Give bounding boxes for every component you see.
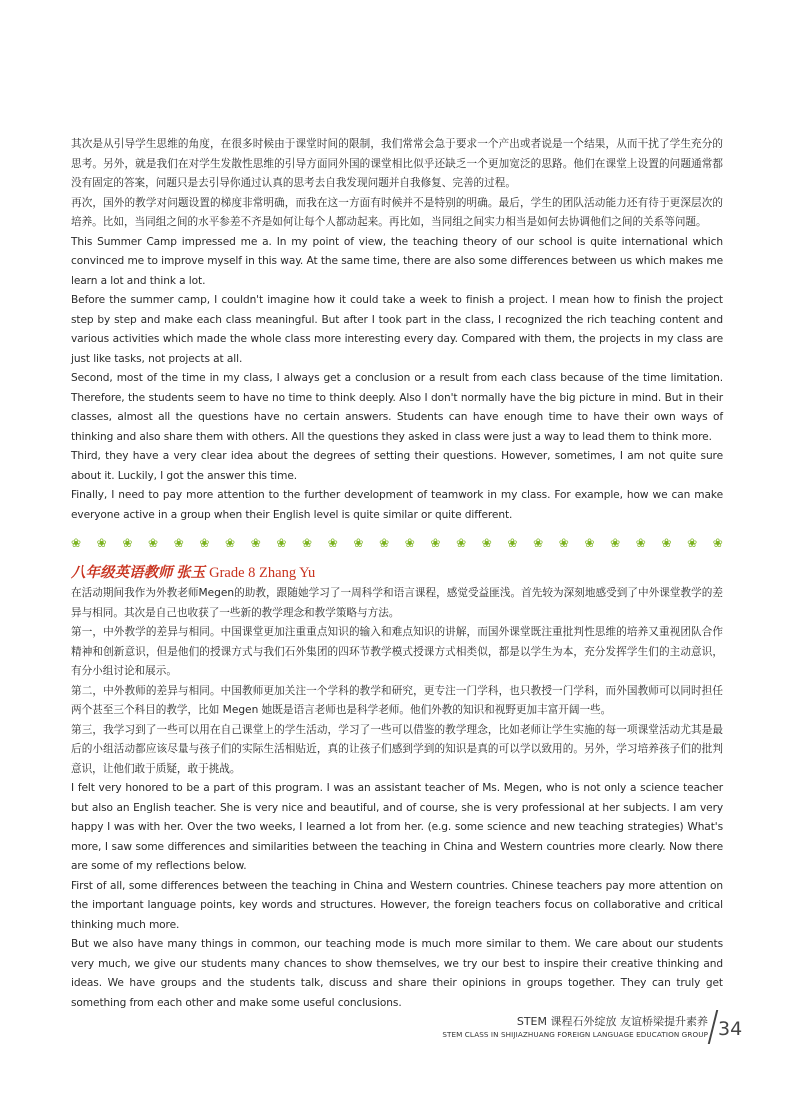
paragraph-en-5: Finally, I need to pay more attention to the further development of teamwork in my class. For example, how we can make everyone active in a group when their English level is quite similar or quite different.: [71, 489, 723, 521]
heading-english: Grade 8 Zhang Yu: [209, 565, 316, 581]
flower-icon: ❀: [96, 536, 107, 550]
flower-icon: ❀: [507, 536, 518, 550]
flower-icon: ❀: [327, 536, 338, 550]
flower-icon: ❀: [199, 536, 210, 550]
paragraph-cn-intro: 在活动期间我作为外教老师Megen的助教，跟随她学习了一周科学和语言课程，感觉受益匪浅。首先较为深刻地感受到了中外课堂教学的差异与相同。其次是自己也收获了一些新的教学理念和教学策略与方法。: [71, 587, 723, 619]
paragraph-en-3: Second, most of the time in my class, I always get a conclusion or a result from each class because of the time limitation. Therefore, the students seem to have no time to think deeply. Also I don't normally have the big picture in mind. But in their classes, almost all the questions have no certain answers. Students can have enough time to have their own ways of thinking and also share them with others. All the questions they asked in class were just a way to lead them to think more.: [71, 372, 723, 443]
flower-icon: ❀: [456, 536, 467, 550]
page-footer: [442, 1015, 708, 1041]
flower-icon: ❀: [635, 536, 646, 550]
section-grade8-reflection: [71, 584, 723, 1013]
paragraph-cn-1: 其次是从引导学生思维的角度，在很多时候由于课堂时间的限制，我们常常会急于要求一个产出或者说是一个结果，从而干扰了学生充分的思考。另外，就是我们在对学生发散性思维的引导方面同外国的课堂相比似乎还缺乏一个更加宽泛的思路。他们在课堂上设置的问题通常都没有固定的答案，问题只是去引导你通过认真的思考去自我发现问题并自我修复、完善的过程。: [71, 138, 723, 189]
paragraph-cn-second: 第二，中外教师的差异与相同。中国教师更加关注一个学科的教学和研究，更专注一门学科，也只教授一门学科，而外国教师可以同时担任两个甚至三个科目的教学，比如 Megen 她既是语言老师也是科学老师。他们外教的知识和视野更加丰富开阔一些。: [71, 684, 723, 716]
paragraph-en-differences: First of all, some differences between the teaching in China and Western countries. Chinese teachers pay more attention on the important language points, key words and structures. However, the foreign teachers focus on collaborative and critical thinking much more.: [71, 879, 723, 931]
flower-icon: ❀: [430, 536, 441, 550]
flower-icon: ❀: [558, 536, 569, 550]
flower-icon: ❀: [712, 536, 723, 550]
footer-slash-divider: [708, 1010, 718, 1044]
flower-icon: ❀: [148, 536, 159, 550]
flower-icon: ❀: [225, 536, 236, 550]
flower-icon: ❀: [71, 536, 82, 550]
paragraph-en-2: Before the summer camp, I couldn't imagine how it could take a week to finish a project. I mean how to finish the project step by step and make each class meaningful. But after I took part in the class, I recognized the rich teaching content and various activities which made the whole class more interesting every day. Compared with them, the projects in my class are just like tasks, not projects at all.: [71, 294, 723, 365]
paragraph-en-intro: I felt very honored to be a part of this program. I was an assistant teacher of Ms. Megen, who is not only a science teacher but also an English teacher. She is very nice and beautiful, and of course, she is very professional at her subjects. I am very happy I was with her. Over the two weeks, I learned a lot from her. (e.g. some science and new teaching strategies) What's more, I saw some differences and similarities between the teaching in China and Western countries more clearly. Now there are some of my reflections below.: [71, 782, 723, 872]
footer-title-chinese: STEM 课程石外绽放 友谊桥梁提升素养: [516, 1015, 708, 1028]
paragraph-cn-first: 第一，中外教学的差异与相同。中国课堂更加注重重点知识的输入和难点知识的讲解，而国外课堂既注重批判性思维的培养又重视团队合作精神和创新意识，但是他们的授课方式与我们石外集团的四环节教学模式授课方式相类似，都是以学生为本，充分发挥学生们的主动意识，有分小组讨论和展示。: [71, 626, 723, 677]
flower-icon: ❀: [533, 536, 544, 550]
flower-icon: ❀: [687, 536, 698, 550]
flower-icon: ❀: [302, 536, 313, 550]
section-reflections: [71, 135, 723, 525]
flower-icon: ❀: [404, 536, 415, 550]
flower-icon: ❀: [661, 536, 672, 550]
paragraph-en-common: But we also have many things in common, our teaching mode is much more similar to them. We care about our students very much, we give our students many chances to show themselves, we try our best to inspire their creative thinking and ideas. We have groups and the students talk, discuss and share their opinions in groups together. They can truly get something from each other and make some useful conclusions.: [71, 938, 723, 1009]
flower-icon: ❀: [250, 536, 261, 550]
flower-icon: ❀: [584, 536, 595, 550]
paragraph-en-4: Third, they have a very clear idea about the degrees of setting their questions. However, sometimes, I am not quite sure about it. Luckily, I got the answer this time.: [71, 450, 723, 482]
flower-icon: ❀: [610, 536, 621, 550]
flower-divider: [71, 535, 723, 551]
flower-icon: ❀: [122, 536, 133, 550]
heading-chinese: 八年级英语教师 张玉: [71, 565, 206, 581]
flower-icon: ❀: [353, 536, 364, 550]
paragraph-en-1: This Summer Camp impressed me a. In my point of view, the teaching theory of our school is quite international which convinced me to improve myself in this way. At the same time, there are also some differences between us which makes me learn a lot and think a lot.: [71, 235, 723, 287]
flower-icon: ❀: [173, 536, 184, 550]
flower-icon: ❀: [379, 536, 390, 550]
flower-icon: ❀: [276, 536, 287, 550]
footer-title-english: STEM CLASS IN SHIJIAZHUANG FOREIGN LANGUAGE EDUCATION GROUP: [442, 1030, 708, 1039]
flower-icon: ❀: [481, 536, 492, 550]
section-heading: [71, 563, 315, 583]
page-number: 34: [718, 1018, 743, 1040]
paragraph-cn-third: 第三，我学习到了一些可以用在自己课堂上的学生活动，学习了一些可以借鉴的教学理念，比如老师让学生实施的每一项课堂活动尤其是最后的小组活动都应该尽量与孩子们的实际生活相贴近，真的让孩子们感到学到的知识是真的可以学以致用的。另外，学习培养孩子们的批判意识，让他们敢于质疑，敢于挑战。: [71, 723, 723, 775]
paragraph-cn-2: 再次，国外的教学对问题设置的梯度非常明确，而我在这一方面有时候并不是特别的明确。最后，学生的团队活动能力还有待于更深层次的培养。比如，当同组之间的水平参差不齐是如何让每个人都动起来。再比如，当同组之间实力相当是如何去协调他们之间的关系等问题。: [71, 196, 723, 228]
